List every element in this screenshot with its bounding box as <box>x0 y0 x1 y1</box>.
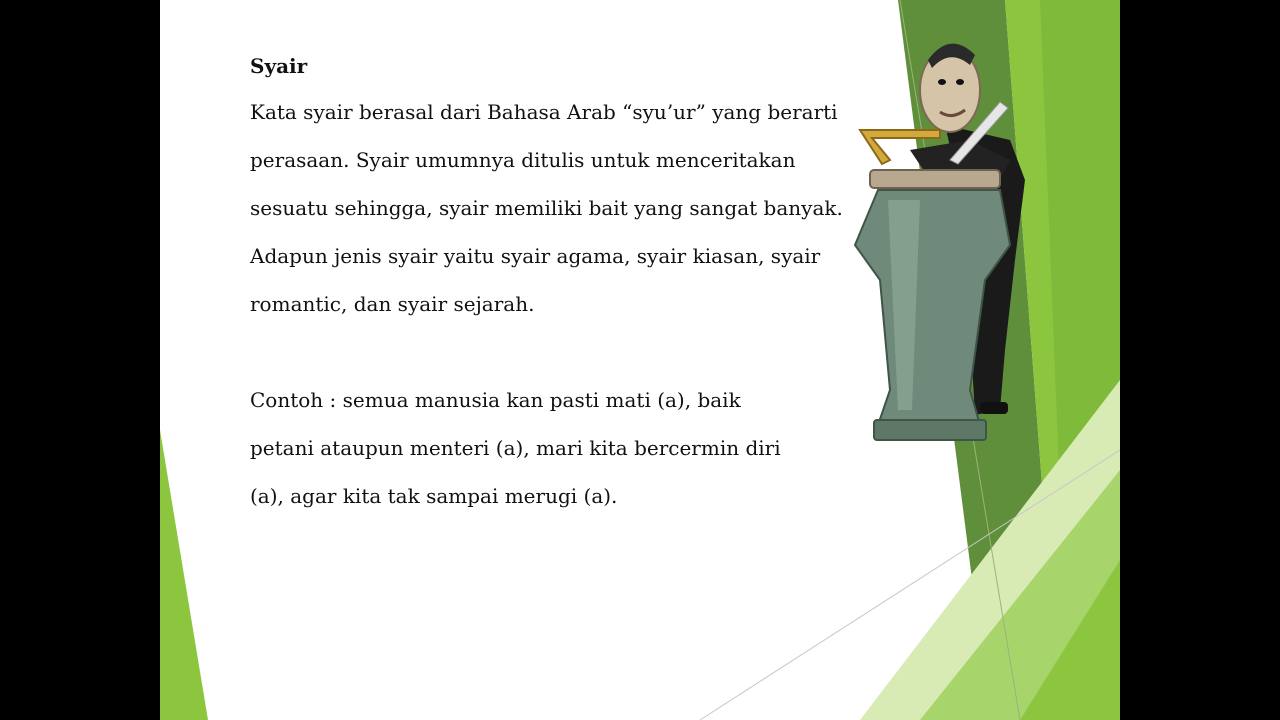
definition-line: romantic, dan syair sejarah. <box>250 292 535 316</box>
example-line: petani ataupun menteri (a), mari kita bercermin diri <box>250 436 781 460</box>
slide <box>160 0 1120 720</box>
definition-paragraph <box>250 88 870 328</box>
example-line: (a), agar kita tak sampai merugi (a). <box>250 484 618 508</box>
podium-base <box>874 420 986 440</box>
example-paragraph <box>250 376 870 520</box>
definition-line: sesuatu sehingga, syair memiliki bait yang sangat banyak. <box>250 196 843 220</box>
text-block <box>250 44 870 520</box>
definition-line: Kata syair berasal dari Bahasa Arab “syu’ur” yang berarti <box>250 100 838 124</box>
speaker-eye-right <box>956 79 964 85</box>
definition-line: Adapun jenis syair yaitu syair agama, syair kiasan, syair <box>250 244 821 268</box>
slide-title: Syair <box>250 54 308 78</box>
speaker-shoe <box>980 402 1008 414</box>
speaker-eye-left <box>938 79 946 85</box>
podium-top <box>870 170 1000 188</box>
example-line: Contoh : semua manusia kan pasti mati (a), baik <box>250 388 741 412</box>
speaker-at-podium-icon <box>850 30 1030 450</box>
facet-left <box>160 430 208 720</box>
definition-line: perasaan. Syair umumnya ditulis untuk menceritakan <box>250 148 796 172</box>
